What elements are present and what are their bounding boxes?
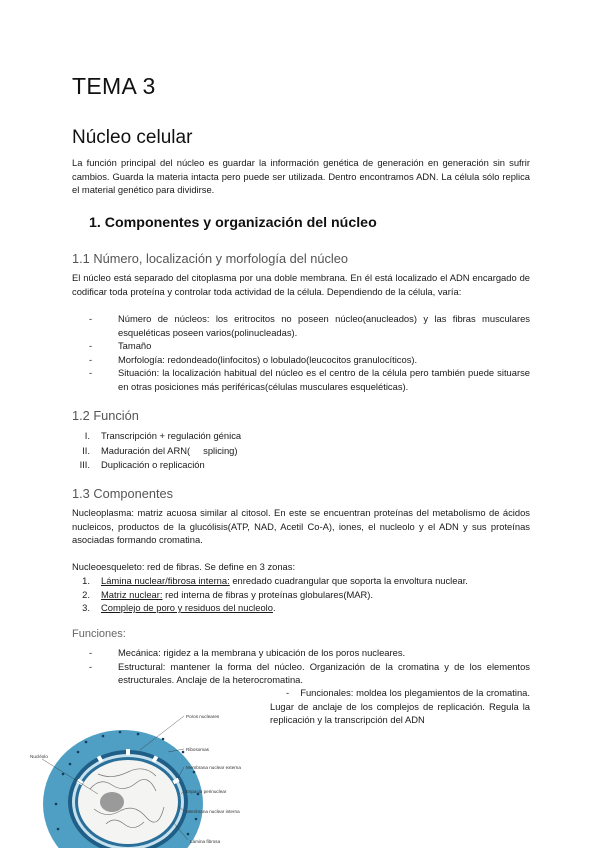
section-1-1-paragraph: El núcleo está separado del citoplasma por una doble membrana. En él está localizado el ADN encargado de codificar toda proteína y controlar toda actividad de la célula. Dependiendo de la célula, varía:	[72, 272, 530, 297]
nucleus-variation-list	[89, 312, 530, 394]
list-item: - Tamaño	[89, 340, 152, 352]
bullet-dash: -	[89, 660, 93, 672]
label-membrana-externa: Membrana nuclear externa	[186, 765, 241, 770]
list-item: - Estructural: mantener la forma del núcleo. Organización de la cromatina y de los elementos estructurales. Anclaje de la heterocromatina.	[89, 660, 530, 686]
page-title: TEMA 3	[72, 73, 156, 99]
section-1-3-heading: 1.3 Componentes	[72, 486, 174, 501]
function-list	[72, 429, 472, 473]
list-item: III. Duplicación o replicación	[79, 459, 205, 471]
label-lamina: Lámina fibrosa	[190, 839, 221, 844]
list-item: 1. Lámina nuclear/fibrosa interna: enredado cuadrangular que soporta la envoltura nuclear.	[82, 575, 468, 586]
nucleoesqueleto-paragraph: Nucleoesqueleto: red de fibras. Se define en 3 zonas:	[72, 561, 296, 572]
funciones-heading: Funciones:	[72, 628, 126, 640]
nucleoplasma-paragraph: Nucleoplasma: matriz acuosa similar al citosol. En este se encuentran proteínas del metabolismo de ácidos nucleicos, productos de la glucólisis(ATP, NAD, Acetil Co-A), iones, el nucleolo y el ADN y sus proteínas asociadas formando cromatina.	[72, 507, 530, 546]
funciones-list	[89, 646, 530, 687]
bullet-dash: -	[89, 367, 93, 379]
chapter-subtitle: Núcleo celular	[72, 127, 193, 148]
list-item: II. Maduración del ARN( splicing)	[82, 444, 238, 456]
list-item: - Situación: la localización habitual del núcleo es el centro de la célula pero también puede situarse en otras posiciones más periféricas(células musculares esqueléticas).	[89, 367, 530, 392]
funcionales-paragraph: - Funcionales: moldea los plegamientos de la cromatina. Lugar de anclaje de los complejos de replicación. Regula la replicación y la transcripción del ADN	[270, 687, 530, 726]
label-ribosomas: Ribosomas	[186, 747, 209, 752]
list-item: - Morfología: redondeado(linfocitos) o lobulado(leucocitos granulocíticos).	[89, 353, 418, 365]
list-item: - Mecánica: rigidez a la membrana y ubicación de los poros nucleares.	[89, 647, 406, 658]
nucleoplasm	[78, 760, 178, 844]
label-membrana-interna: Membrana nuclear interna	[186, 809, 240, 814]
list-item: I. Transcripción + regulación génica	[84, 430, 242, 441]
bullet-dash: -	[89, 353, 93, 365]
bullet-dash: -	[89, 313, 93, 324]
nucleoskeleton-zones-list	[72, 574, 530, 615]
label-espacio: Espacio perinuclear	[186, 789, 227, 794]
label-nucleolo: Nucléolo	[30, 754, 48, 759]
bullet-dash: -	[89, 340, 93, 352]
section-1-2-heading: 1.2 Función	[72, 408, 139, 423]
bullet-dash: -	[286, 687, 301, 698]
nucleolus	[100, 792, 124, 812]
section-1-heading: 1. Componentes y organización del núcleo	[89, 215, 377, 231]
nucleus-diagram	[28, 694, 268, 848]
list-item: 3. Complejo de poro y residuos del nucleolo.	[82, 602, 276, 614]
bullet-dash: -	[89, 647, 93, 658]
list-item: - Número de núcleos: los eritrocitos no poseen núcleo(anucleados) y las fibras musculares esqueléticas poseen varios(polinucleadas).	[89, 313, 530, 338]
section-1-1-heading: 1.1 Número, localización y morfología del núcleo	[72, 251, 348, 266]
list-item: 2. Matriz nuclear: red interna de fibras y proteínas globulares(MAR).	[82, 588, 374, 600]
intro-paragraph: La función principal del núcleo es guardar la información genética de generación en generación sin sufrir cambios. Guarda la materia intacta pero puede ser utilizada. Dentro encontramos ADN. La célula sólo replica el material genético para dividirse.	[72, 157, 530, 196]
label-poros: Poros nucleares	[186, 714, 220, 719]
